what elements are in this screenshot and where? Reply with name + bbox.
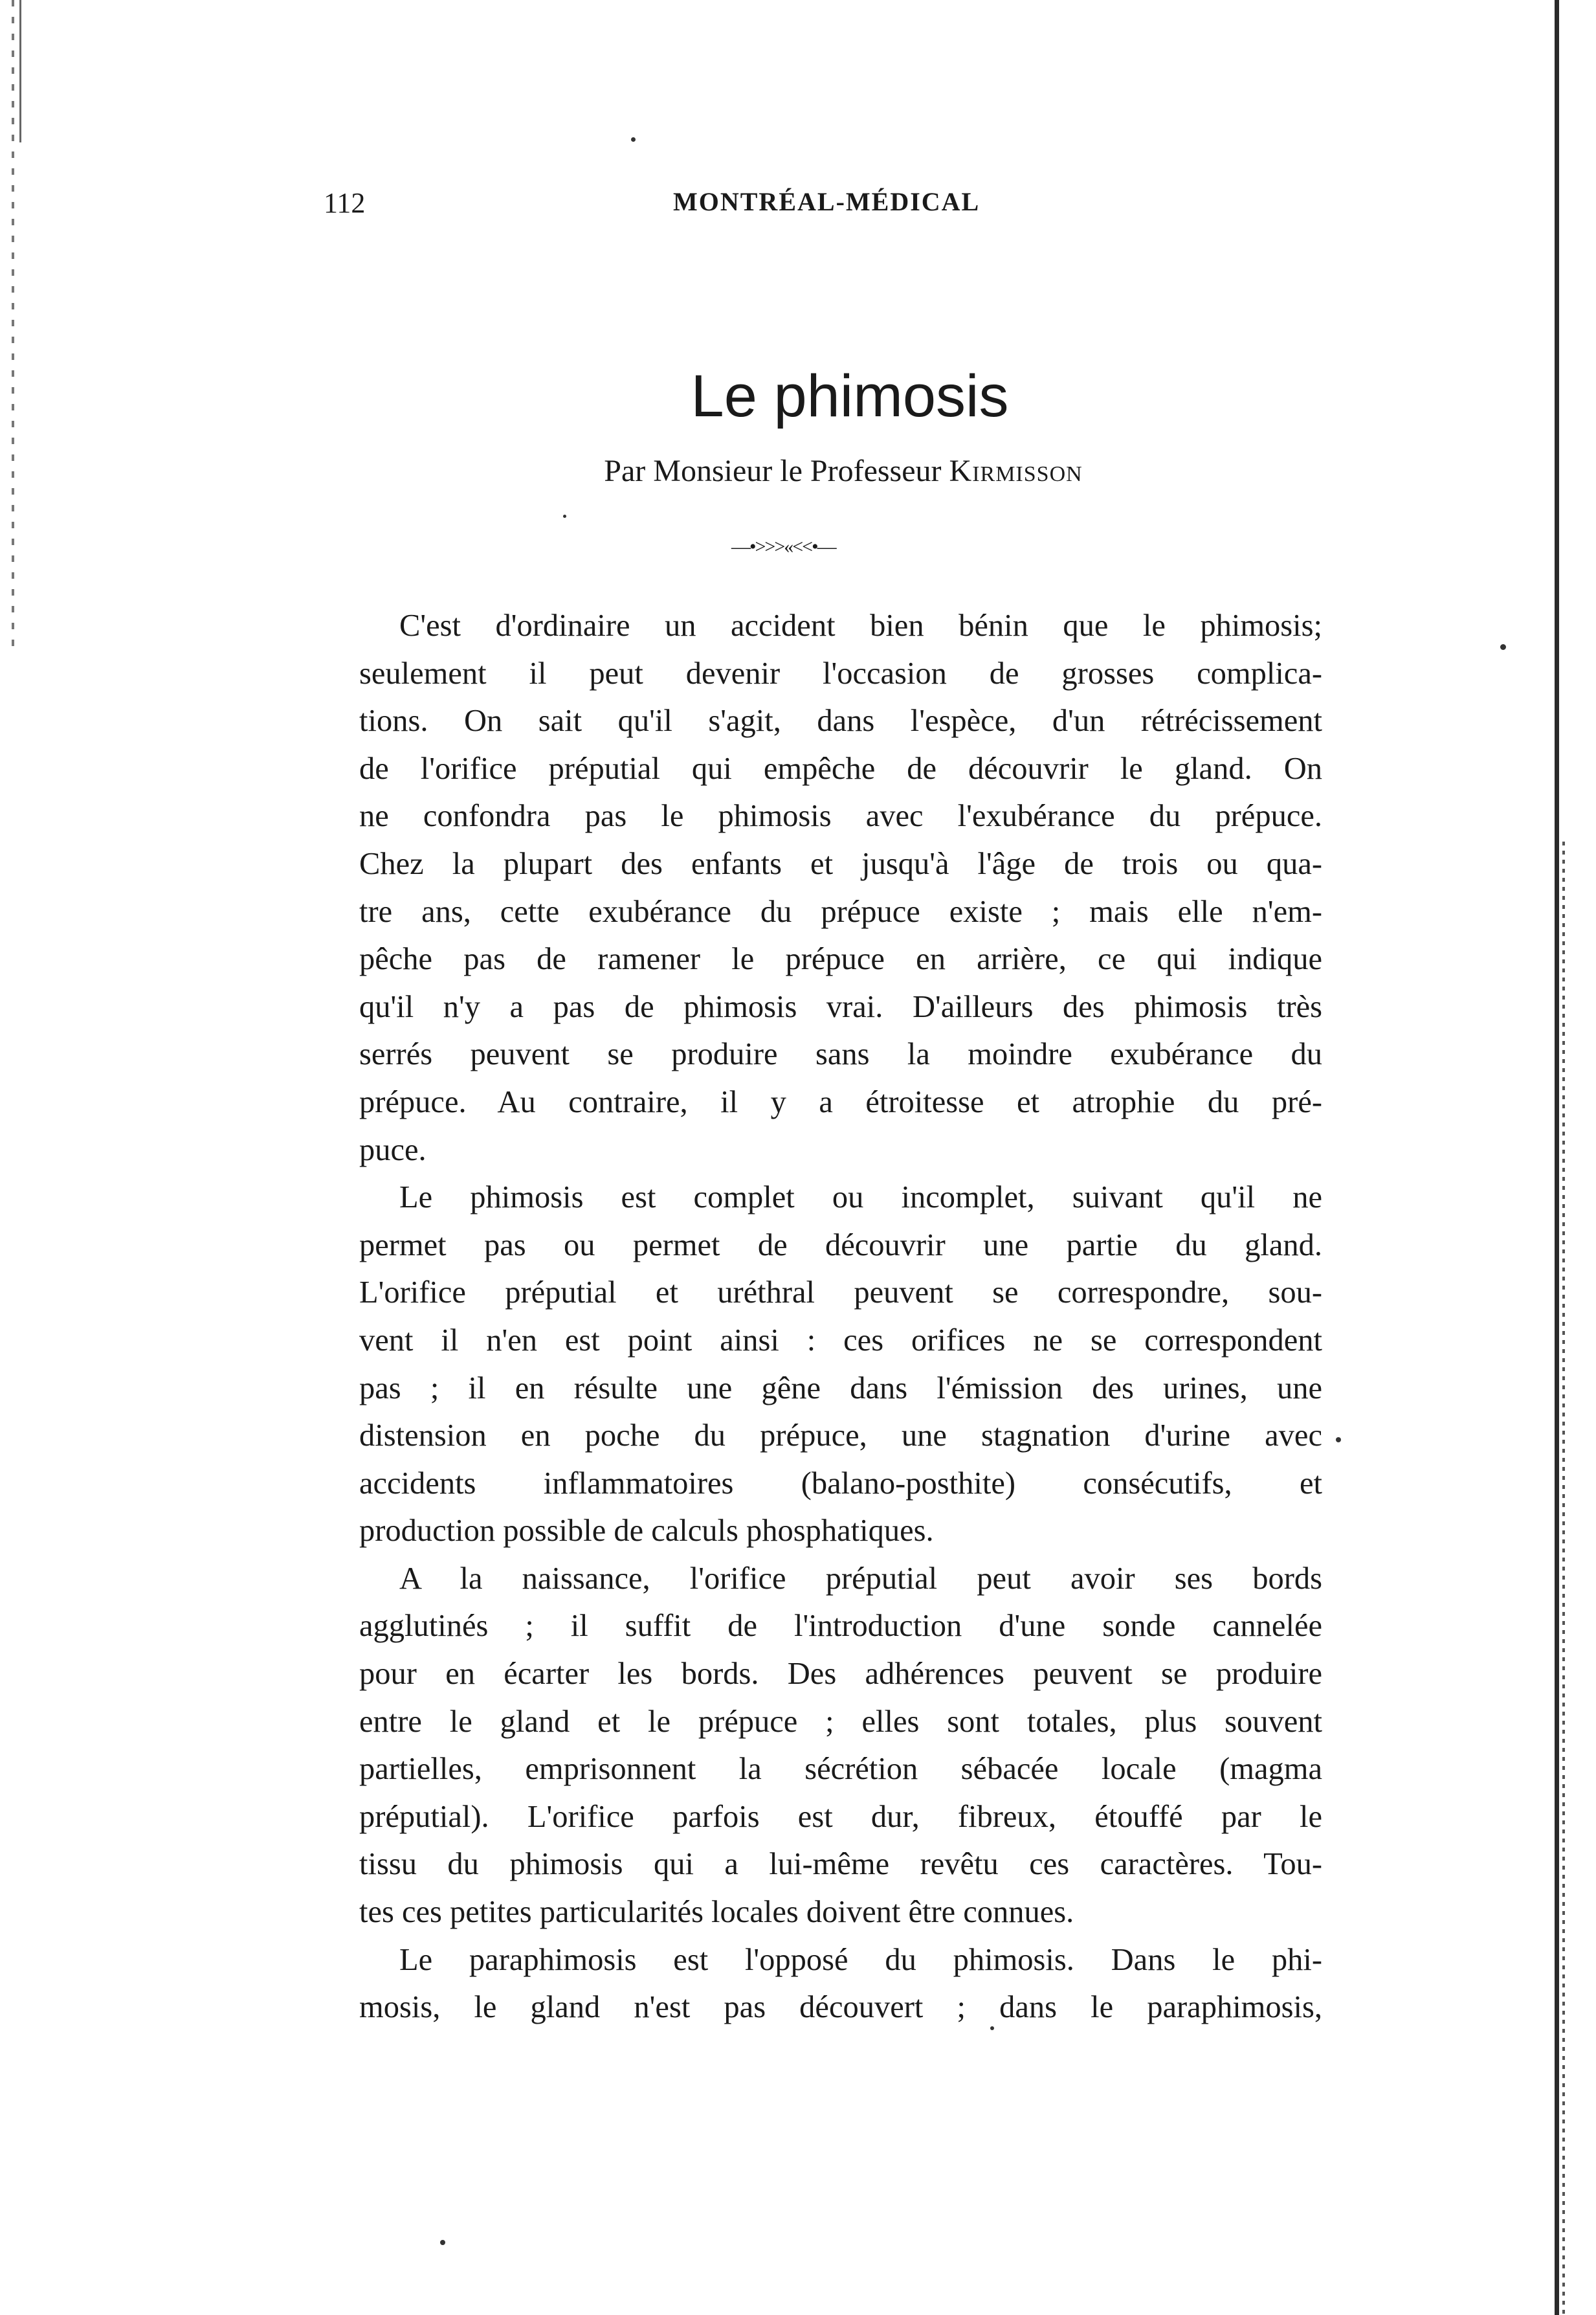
text-line: accidents inflammatoires (balano-posthite) consécutifs, et [359, 1466, 1322, 1501]
text-line: pas ; il en résulte une gêne dans l'émission des urines, une [359, 1370, 1322, 1405]
scan-edge-right [1555, 0, 1559, 2315]
text-line: A la naissance, l'orifice préputial peut avoir ses bords [399, 1561, 1322, 1596]
text-line: pêche pas de ramener le prépuce en arrière, ce qui indique [359, 942, 1322, 977]
text-line: Le paraphimosis est l'opposé du phimosis. Dans le phi- [399, 1942, 1322, 1977]
text-line: de l'orifice préputial qui empêche de découvrir le gland. On [359, 751, 1322, 786]
text-line: puce. [359, 1132, 427, 1167]
byline-author: Kirmisson [949, 454, 1083, 488]
text-line: qu'il n'y a pas de phimosis vrai. D'ailleurs des phimosis très [359, 989, 1322, 1024]
text-line: seulement il peut devenir l'occasion de grosses complica- [359, 656, 1322, 691]
text-line: permet pas ou permet de découvrir une partie du gland. [359, 1227, 1322, 1262]
running-head [324, 186, 1320, 225]
text-line: Chez la plupart des enfants et jusqu'à l'âge de trois ou qua- [359, 846, 1322, 881]
text-line: partielles, emprisonnent la sécrétion sébacée locale (magma [359, 1752, 1322, 1787]
text-line: tions. On sait qu'il s'agit, dans l'espèce, d'un rétrécissement [359, 704, 1322, 739]
scan-speck [1500, 644, 1506, 650]
text-line: L'orifice préputial et uréthral peuvent se correspondre, sou- [359, 1275, 1322, 1310]
scan-speck [563, 515, 566, 518]
text-line: Le phimosis est complet ou incomplet, suivant qu'il ne [399, 1180, 1322, 1215]
byline [0, 453, 1596, 489]
text-line: tes ces petites particularités locales doivent être connues. [359, 1895, 1074, 1930]
text-line: tissu du phimosis qui a lui-même revêtu ces caractères. Tou- [359, 1847, 1322, 1882]
text-line: prépuce. Au contraire, il y a étroitesse et atrophie du pré- [359, 1084, 1322, 1119]
paragraph-2 [319, 1174, 1322, 1555]
paragraph-4 [319, 1936, 1322, 2031]
text-line: serrés peuvent se produire sans la moindre exubérance du [359, 1037, 1322, 1072]
text-line: préputial). L'orifice parfois est dur, fibreux, étouffé par le [359, 1799, 1322, 1834]
journal-title: MONTRÉAL-MÉDICAL [673, 187, 981, 216]
page-number: 112 [324, 187, 366, 219]
article-title: Le phimosis [691, 363, 1009, 429]
text-line: mosis, le gland n'est pas découvert ; dans le paraphimosis, [359, 1990, 1322, 2025]
text-line: pour en écarter les bords. Des adhérences peuvent se produire [359, 1657, 1322, 1692]
paragraph-3 [319, 1555, 1322, 1936]
text-line: ne confondra pas le phimosis avec l'exubérance du prépuce. [359, 799, 1322, 834]
text-line: agglutinés ; il suffit de l'introduction d'une sonde cannelée [359, 1609, 1322, 1644]
scan-speck [440, 2240, 445, 2245]
paragraph-1 [319, 602, 1322, 1174]
text-line: C'est d'ordinaire un accident bien bénin que le phimosis; [399, 609, 1322, 643]
ornament-divider: —•>>>«<<•— [731, 536, 836, 557]
scan-edge-left-mark [19, 0, 21, 142]
scan-edge-right-mark [1562, 842, 1565, 2315]
article-body [319, 602, 1322, 2031]
text-line: entre le gland et le prépuce ; elles sont totales, plus souvent [359, 1704, 1322, 1739]
scan-edge-left [12, 0, 14, 647]
text-line: production possible de calculs phosphatiques. [359, 1514, 934, 1549]
scan-speck [631, 137, 636, 142]
byline-prefix: Par Monsieur le Professeur [604, 454, 942, 488]
text-line: vent il n'en est point ainsi : ces orifices ne se correspondent [359, 1323, 1322, 1358]
text-line: tre ans, cette exubérance du prépuce existe ; mais elle n'em- [359, 894, 1322, 929]
scan-speck [1336, 1437, 1341, 1442]
text-line: distension en poche du prépuce, une stagnation d'urine avec [359, 1418, 1322, 1453]
